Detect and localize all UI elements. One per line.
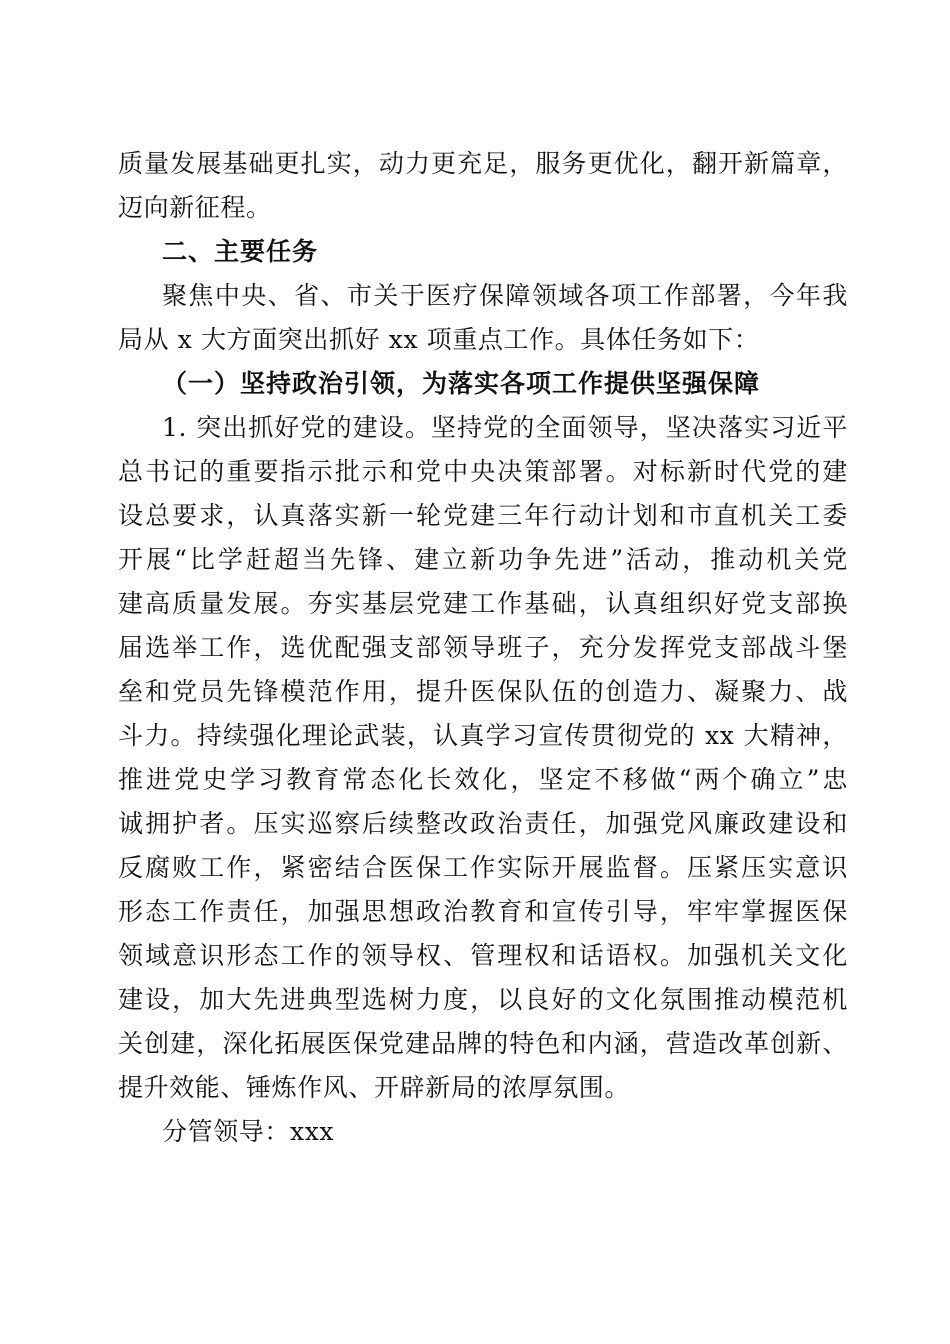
body-text-line: 迈向新征程。 xyxy=(118,193,272,222)
body-text-line: 1. 突出抓好党的建设。坚持党的全面领导，坚决落实习近平 xyxy=(162,413,848,442)
body-text-line: 质量发展基础更扎实，动力更充足，服务更优化，翻开新篇章， xyxy=(118,149,848,178)
leader-line: 分管领导：xxx xyxy=(162,1117,335,1146)
body-text-line: 届选举工作，选优配强支部领导班子，充分发挥党支部战斗堡 xyxy=(118,633,848,662)
body-text-line: 建设，加大先进典型选树力度，以良好的文化氛围推动模范机 xyxy=(118,985,848,1014)
body-text-line: 诚拥护者。压实巡察后续整改政治责任，加强党风廉政建设和 xyxy=(118,809,848,838)
body-text-line: 建高质量发展。夯实基层党建工作基础，认真组织好党支部换 xyxy=(118,589,848,618)
body-text-line: 推进党史学习教育常态化长效化，坚定不移做“两个确立”忠 xyxy=(118,765,848,794)
body-text-line: 提升效能、锤炼作风、开辟新局的浓厚氛围。 xyxy=(118,1073,631,1102)
body-text-line: 垒和党员先锋模范作用，提升医保队伍的创造力、凝聚力、战 xyxy=(118,677,848,706)
body-text-line: 总书记的重要指示批示和党中央决策部署。对标新时代党的建 xyxy=(118,457,848,486)
body-text-line: 局从 x 大方面突出抓好 xx 项重点工作。具体任务如下： xyxy=(118,325,760,354)
section-heading: 二、主要任务 xyxy=(162,237,319,266)
body-text-line: 反腐败工作，紧密结合医保工作实际开展监督。压紧压实意识 xyxy=(118,853,848,882)
body-text-line: 聚焦中央、省、市关于医疗保障领域各项工作部署，今年我 xyxy=(162,281,848,310)
body-text-line: 领域意识形态工作的领导权、管理权和话语权。加强机关文化 xyxy=(118,941,848,970)
body-text-line: 形态工作责任，加强思想政治教育和宣传引导，牢牢掌握医保 xyxy=(118,897,848,926)
body-text-line: 设总要求，认真落实新一轮党建三年行动计划和市直机关工委 xyxy=(118,501,848,530)
body-text-line: 开展“比学赶超当先锋、建立新功争先进”活动，推动机关党 xyxy=(118,545,848,574)
body-text-line: 关创建，深化拓展医保党建品牌的特色和内涵，营造改革创新、 xyxy=(118,1029,848,1058)
body-text-line: 斗力。持续强化理论武装，认真学习宣传贯彻党的 xx 大精神， xyxy=(118,721,848,750)
subsection-heading: （一）坚持政治引领，为落实各项工作提供坚强保障 xyxy=(162,369,761,398)
